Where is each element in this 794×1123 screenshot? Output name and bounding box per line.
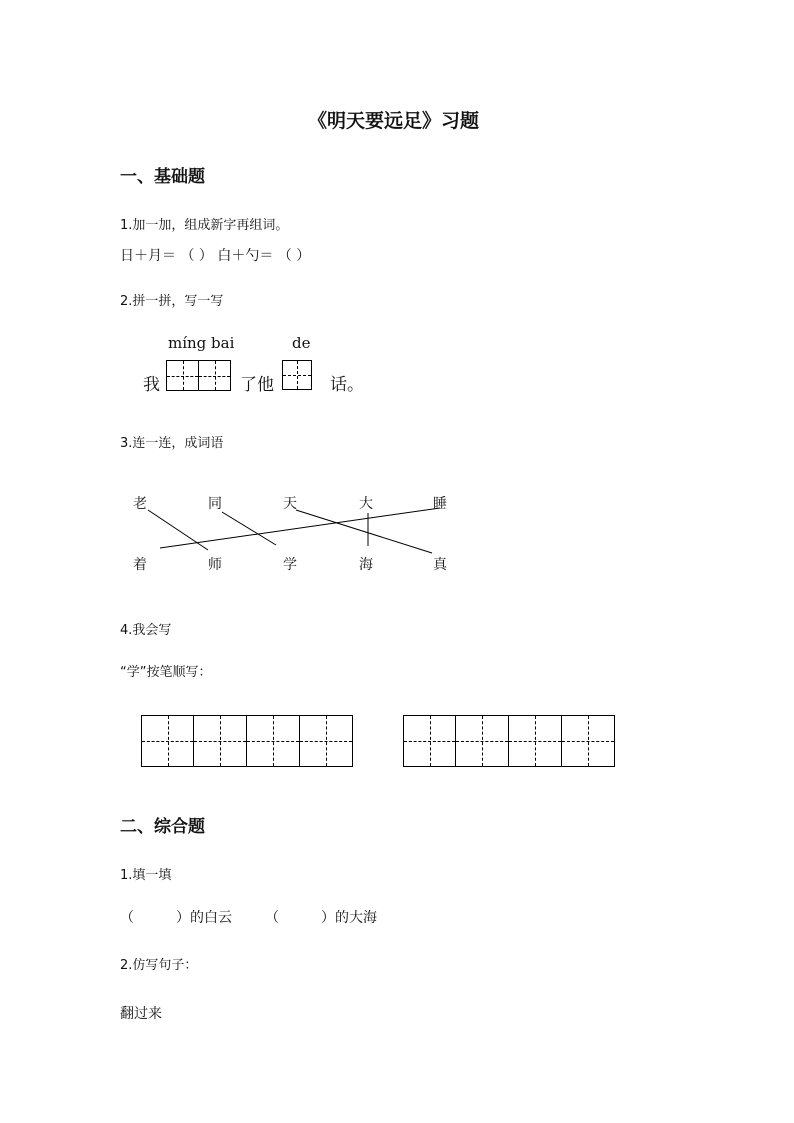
writing-box[interactable] xyxy=(299,715,353,767)
match-top-char[interactable]: 睡 xyxy=(433,496,447,512)
question-1-line: 日＋月＝ （ ） 白＋勺＝ （ ） xyxy=(120,248,311,264)
writing-box[interactable] xyxy=(141,715,194,767)
sentence-word-le-ta: 了他 xyxy=(240,375,274,395)
match-line xyxy=(222,512,276,545)
match-line xyxy=(148,510,208,550)
section-heading-basic: 一、基础题 xyxy=(120,167,205,187)
question-3-label: 3.连一连，成词语 xyxy=(120,436,224,451)
fill-blank-item[interactable]: （ ）的大海 xyxy=(265,910,377,926)
pinyin-mingbai: míng bai xyxy=(168,334,235,352)
question-1-label: 1.加一加，组成新字再组词。 xyxy=(120,218,289,233)
match-top-char[interactable]: 同 xyxy=(208,496,222,512)
match-top-char[interactable]: 大 xyxy=(359,496,373,512)
question-4-instruction: “学”按笔顺写： xyxy=(120,665,212,680)
question-4-label: 4.我会写 xyxy=(120,623,172,638)
match-bottom-char[interactable]: 海 xyxy=(359,557,373,573)
section-heading-comprehensive: 二、综合题 xyxy=(120,817,205,837)
sentence-word-hua: 话。 xyxy=(330,375,364,395)
section2-question-1-label: 1.填一填 xyxy=(120,868,172,883)
sentence-prompt: 翻过来 xyxy=(120,1006,162,1022)
match-line xyxy=(296,510,432,553)
writing-box[interactable] xyxy=(508,715,562,767)
fill-blank-item[interactable]: （ ）的白云 xyxy=(120,910,232,926)
match-bottom-char[interactable]: 学 xyxy=(283,557,297,573)
match-bottom-char[interactable]: 着 xyxy=(133,557,147,573)
match-top-char[interactable]: 老 xyxy=(133,496,147,512)
page-title: 《明天要远足》习题 xyxy=(308,110,480,132)
section2-question-2-label: 2.仿写句子： xyxy=(120,958,198,973)
pinyin-de: de xyxy=(292,334,311,352)
sentence-word-wo: 我 xyxy=(143,375,160,395)
writing-box[interactable] xyxy=(403,715,456,767)
question-2-label: 2.拼一拼，写一写 xyxy=(120,294,224,309)
writing-box[interactable] xyxy=(193,715,247,767)
match-bottom-char[interactable]: 师 xyxy=(208,557,222,573)
writing-box[interactable] xyxy=(455,715,509,767)
writing-box[interactable] xyxy=(246,715,300,767)
match-top-char[interactable]: 天 xyxy=(283,496,297,512)
writing-box[interactable] xyxy=(561,715,615,767)
match-bottom-char[interactable]: 真 xyxy=(433,557,447,573)
